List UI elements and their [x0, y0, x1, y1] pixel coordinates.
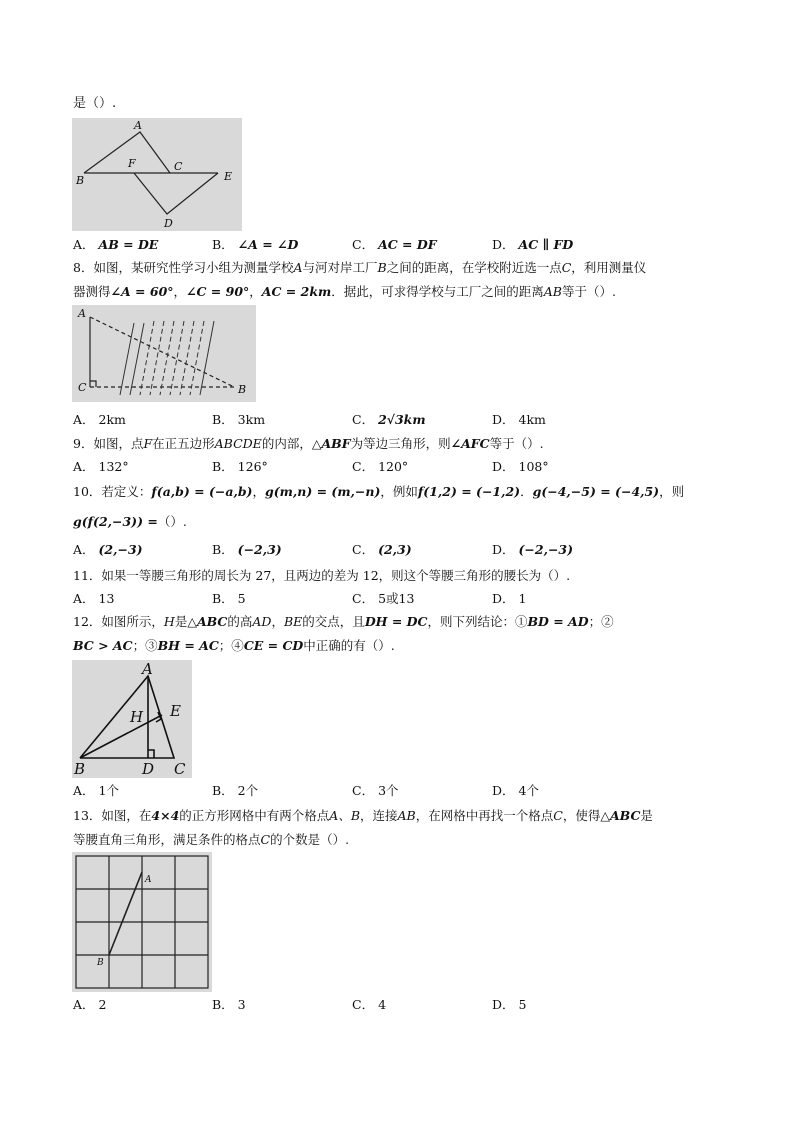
- q12-stem-line2: BC > AC；③BH = AC；④CE = CD中正确的有（）.: [73, 638, 395, 653]
- q9-stem: 9．如图，点F在正五边形ABCDE的内部，△ABF为等边三角形，则∠AFC等于（）.: [73, 436, 544, 451]
- q7-option-a[interactable]: A． AB = DE: [73, 237, 159, 252]
- q13-stem-line1: 13．如图，在4×4的正方形网格中有两个格点A、B，连接AB，在网格中再找一个格点C，使得△ABC是: [73, 808, 653, 823]
- q13-option-a[interactable]: A． 2: [73, 997, 107, 1012]
- q7-option-d[interactable]: D． AC ∥ FD: [492, 237, 574, 252]
- q8-figure: [72, 305, 256, 402]
- q7-stem-tail: 是（）.: [73, 96, 117, 111]
- q9-option-a[interactable]: A． 132°: [73, 459, 129, 474]
- q11-option-b[interactable]: B． 5: [212, 591, 246, 606]
- q10-option-b[interactable]: B． (−2,3): [212, 542, 282, 557]
- q7-label-f: F: [128, 157, 136, 170]
- q8-option-c[interactable]: C． 2√3km: [352, 412, 426, 427]
- q11-option-c[interactable]: C． 5或13: [352, 591, 415, 606]
- q10-stem-line1: 10．若定义：f(a,b) = (−a,b)，g(m,n) = (m,−n)，例如f(1,2) = (−1,2)．g(−4,−5) = (−4,5)，则: [73, 484, 685, 499]
- q13-option-b[interactable]: B． 3: [212, 997, 246, 1012]
- q7-option-c[interactable]: C． AC = DF: [352, 237, 437, 252]
- q10-option-d[interactable]: D． (−2,−3): [492, 542, 574, 557]
- q8-label-b: B: [238, 383, 247, 396]
- q13-option-c[interactable]: C． 4: [352, 997, 387, 1012]
- q12-option-b[interactable]: B． 2个: [212, 783, 259, 798]
- q12-label-h: H: [130, 708, 144, 726]
- q11-option-a[interactable]: A． 13: [73, 591, 115, 606]
- q7-label-d: D: [164, 217, 173, 230]
- q13-stem-line2: 等腰直角三角形，满足条件的格点C的个数是（）.: [73, 832, 350, 847]
- q8-stem-line2: 器测得∠A = 60°，∠C = 90°，AC = 2km．据此，可求得学校与工厂之间的距离AB等于（）.: [73, 284, 616, 299]
- q8-option-b[interactable]: B． 3km: [212, 412, 266, 427]
- q10-stem-line2: g(f(2,−3)) =（）.: [73, 514, 187, 529]
- q7-label-a: A: [134, 119, 142, 132]
- q12-option-c[interactable]: C． 3个: [352, 783, 399, 798]
- q12-label-a: A: [142, 660, 153, 678]
- q9-option-d[interactable]: D． 108°: [492, 459, 549, 474]
- q12-option-a[interactable]: A． 1个: [73, 783, 119, 798]
- q10-option-c[interactable]: C． (2,3): [352, 542, 412, 557]
- q7-option-b[interactable]: B． ∠A = ∠D: [212, 237, 299, 252]
- q12-stem-line1: 12．如图所示，H是△ABC的高AD，BE的交点，且DH = DC，则下列结论：①BD = AD；②: [73, 614, 614, 629]
- q12-figure: [72, 660, 192, 778]
- q11-stem: 11．如果一等腰三角形的周长为 27，且两边的差为 12，则这个等腰三角形的腰长为（）.: [73, 568, 571, 583]
- q8-option-d[interactable]: D． 4km: [492, 412, 546, 427]
- q13-label-a: A: [145, 875, 152, 885]
- q13-label-b: B: [97, 958, 104, 968]
- q7-label-b: B: [76, 174, 85, 187]
- q12-label-e: E: [170, 702, 181, 720]
- q12-label-b: B: [74, 760, 86, 778]
- q7-label-e: E: [224, 170, 233, 183]
- q8-option-a[interactable]: A． 2km: [73, 412, 126, 427]
- q8-stem-line1: 8．如图，某研究性学习小组为测量学校A与河对岸工厂B之间的距离，在学校附近选一点C，利用测量仪: [73, 260, 647, 275]
- q7-figure: [72, 118, 242, 231]
- q10-option-a[interactable]: A． (2,−3): [73, 542, 143, 557]
- q8-label-c: C: [78, 381, 87, 394]
- q8-label-a: A: [78, 307, 86, 320]
- q12-option-d[interactable]: D． 4个: [492, 783, 539, 798]
- q9-option-b[interactable]: B． 126°: [212, 459, 268, 474]
- q9-option-c[interactable]: C． 120°: [352, 459, 409, 474]
- q7-label-c: C: [174, 160, 183, 173]
- q13-option-d[interactable]: D． 5: [492, 997, 527, 1012]
- q12-label-d: D: [142, 760, 155, 778]
- q11-option-d[interactable]: D． 1: [492, 591, 527, 606]
- q12-label-c: C: [174, 760, 186, 778]
- q13-figure: [72, 852, 212, 992]
